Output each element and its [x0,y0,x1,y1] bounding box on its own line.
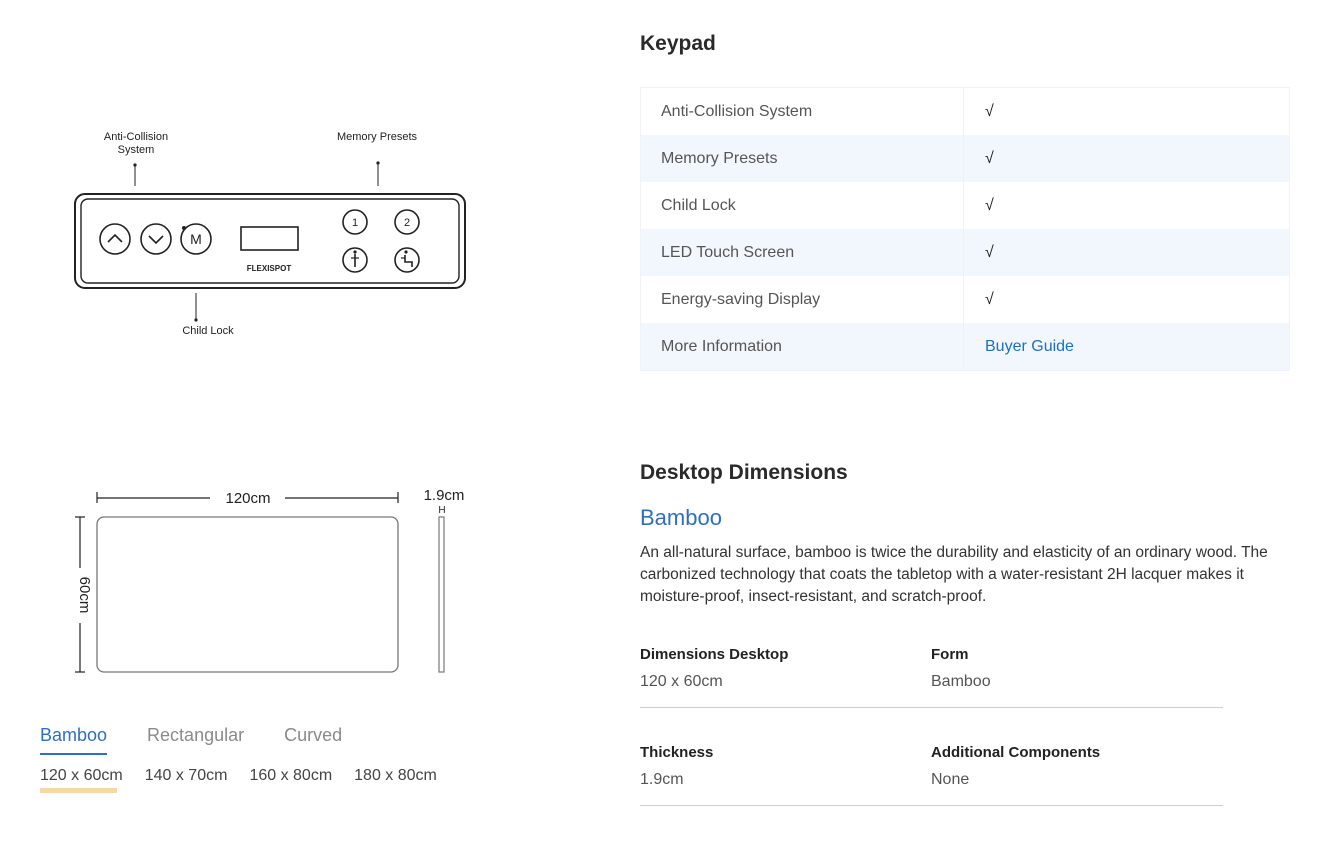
up-arrow-icon [100,224,130,254]
material-description: An all-natural surface, bamboo is twice the durability and elasticity of an ordinary wood. The carbonized technology that coats the tabletop with a water-resistant 2H lacquer makes it moisture-proof, insect-resistant, and scratch-proof. [640,544,1268,605]
spec-row [641,182,1289,229]
desk-diagram [60,480,480,690]
label-memory-presets: Memory Presets [336,131,418,143]
spec-row-more-info [641,323,1289,370]
spec-key: Memory Presets [641,135,964,182]
preset-2-label: 2 [403,217,411,229]
material-title: Bamboo [640,505,722,530]
tab-rectangular[interactable]: Rectangular [147,725,245,745]
check-icon: √ [985,196,994,214]
dimension-row [640,644,1223,708]
down-arrow-icon [141,224,171,254]
memory-key-label: M [190,231,202,247]
desk-drawing [60,480,480,690]
form-value: Bamboo [931,673,991,690]
spec-key: Anti-Collision System [641,88,964,135]
size-option-120x60[interactable]: 120 x 60cm [40,767,123,784]
preset-1-icon [343,210,367,234]
desktop-dimensions-title: Desktop Dimensions [640,461,848,484]
size-option-180x80[interactable]: 180 x 80cm [354,767,437,784]
spec-row [641,135,1289,182]
spec-key: LED Touch Screen [641,229,964,276]
spec-key: Child Lock [641,182,964,229]
size-option-160x80[interactable]: 160 x 80cm [249,767,333,784]
spec-key: Energy-saving Display [641,276,964,323]
size-options [40,767,459,785]
desktop-dimensions-value: 120 x 60cm [640,673,723,690]
keypad-diagram [60,120,480,350]
spec-row [641,276,1289,323]
thickness-mark: H [438,505,446,516]
thickness-label: 1.9cm [423,487,465,504]
thickness-spec-value: 1.9cm [640,771,684,788]
preset-2-icon [395,210,419,234]
depth-label: 60cm [76,576,93,614]
more-info-label: More Information [641,323,964,370]
buyer-guide-link[interactable]: Buyer Guide [985,337,1074,355]
components-label: Additional Components [931,744,1101,761]
form-label: Form [931,646,969,663]
memory-icon [181,224,211,254]
check-icon: √ [985,290,994,308]
preset-1-label: 1 [351,217,359,229]
brand-logo: FLEXISPOT [246,264,292,273]
spec-row [641,229,1289,276]
material-tabs [40,725,382,755]
size-option-140x70[interactable]: 140 x 70cm [144,767,228,784]
tab-curved[interactable]: Curved [284,725,343,745]
keypad-title: Keypad [640,32,716,55]
keypad-drawing [60,120,480,350]
width-label: 120cm [225,490,271,507]
check-icon: √ [985,102,994,120]
label-child-lock: Child Lock [182,325,234,337]
standing-icon [343,248,367,272]
check-icon: √ [985,149,994,167]
desktop-dimensions-label: Dimensions Desktop [640,646,789,663]
keypad-spec-table [640,87,1290,371]
spec-row [641,88,1289,135]
dimension-specs [640,644,1223,840]
thickness-spec-label: Thickness [640,744,714,761]
sitting-icon [395,248,419,272]
led-display [241,227,298,250]
check-icon: √ [985,243,994,261]
dimension-row [640,742,1223,806]
tab-bamboo[interactable]: Bamboo [40,725,107,755]
components-value: None [931,771,970,788]
label-anti-collision: Anti-Collision System [103,131,169,156]
